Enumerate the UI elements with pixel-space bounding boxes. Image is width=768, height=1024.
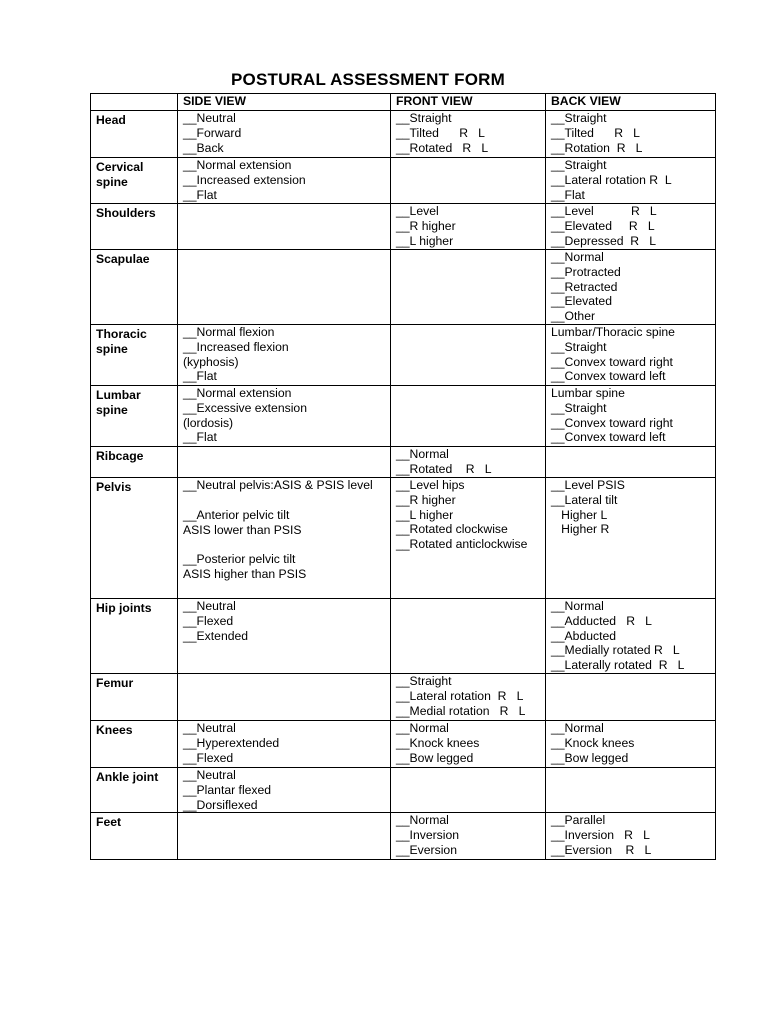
option-line: __Neutral pelvis:ASIS & PSIS level	[183, 478, 373, 492]
option-line: __Straight	[396, 111, 452, 125]
option-line: __Rotation R L	[551, 140, 643, 155]
option-line: __Medial rotation R L	[396, 703, 526, 718]
front-view-cell	[391, 478, 546, 599]
option-line: __Parallel	[551, 813, 606, 828]
form-title	[0, 70, 768, 90]
row-label: Feet	[91, 813, 178, 860]
front-view-cell	[391, 386, 546, 447]
option-line: __Adducted R L	[551, 613, 652, 628]
front-view-cell	[391, 111, 546, 158]
option-line: __Level hips	[396, 478, 465, 492]
side-view-cell	[178, 813, 391, 860]
option-line: __Normal extension	[183, 158, 292, 172]
option-line: __Elevated	[551, 294, 612, 309]
front-view-cell	[391, 721, 546, 768]
option-line: __Forward	[183, 125, 242, 140]
option-line: __Elevated R L	[551, 218, 655, 233]
option-line: __Straight	[551, 339, 607, 354]
side-view-cell	[178, 204, 391, 250]
option-line: Higher R	[551, 522, 610, 537]
front-view-cell	[391, 250, 546, 325]
option-line: __Neutral	[183, 111, 236, 125]
option-line: __Abducted	[551, 628, 617, 643]
option-line: __Rotated R L	[396, 461, 492, 476]
back-view-cell	[546, 111, 716, 158]
front-view-cell	[391, 674, 546, 721]
option-line: __Knock knees	[396, 735, 480, 750]
row-label: Scapulae	[91, 250, 178, 325]
option-line: __Neutral	[183, 768, 236, 782]
option-line: __Level	[396, 204, 439, 218]
header-blank	[91, 94, 178, 111]
side-view-cell	[178, 674, 391, 721]
row-label: Pelvis	[91, 478, 178, 599]
back-view-cell	[546, 158, 716, 204]
option-line: __Rotated clockwise	[396, 522, 508, 537]
option-line: __Normal	[551, 250, 604, 264]
option-line: Lumbar/Thoracic spine	[551, 325, 675, 339]
option-line: __Other	[551, 309, 596, 324]
option-line: __Laterally rotated R L	[551, 658, 685, 673]
header-side-view: SIDE VIEW	[178, 94, 391, 111]
option-line: __Tilted R L	[396, 125, 485, 140]
table-row	[91, 721, 716, 768]
option-line: Lumbar spine	[551, 386, 625, 400]
row-label: Hip joints	[91, 599, 178, 674]
option-line: __Convex toward right	[551, 415, 673, 430]
option-line: __Hyperextended	[183, 735, 280, 750]
option-line: __Plantar flexed	[183, 782, 272, 797]
side-view-cell	[178, 325, 391, 386]
table-body	[91, 111, 716, 860]
option-line: __Convex toward right	[551, 354, 673, 369]
option-line: __Depressed R L	[551, 233, 657, 248]
assessment-table	[90, 93, 716, 860]
form-title-text: POSTURAL ASSESSMENT FORM	[231, 70, 505, 89]
option-line: __Convex toward left	[551, 369, 666, 384]
option-line: __Eversion R L	[551, 842, 652, 857]
row-label: Head	[91, 111, 178, 158]
option-line: __Normal extension	[183, 386, 292, 400]
table-row	[91, 447, 716, 478]
header-back-view: BACK VIEW	[546, 94, 716, 111]
row-label: Knees	[91, 721, 178, 768]
option-line	[183, 493, 387, 508]
back-view-cell	[546, 325, 716, 386]
option-line: __Back	[183, 140, 224, 155]
table-row	[91, 158, 716, 204]
table-row	[91, 386, 716, 447]
option-line: __Normal flexion	[183, 325, 275, 339]
option-line: __R higher	[396, 218, 456, 233]
row-label: Cervical spine	[91, 158, 178, 204]
table-row	[91, 478, 716, 599]
table-row	[91, 250, 716, 325]
option-line: __Increased extension	[183, 172, 306, 187]
table-row	[91, 599, 716, 674]
option-line: __Retracted	[551, 279, 618, 294]
option-line: __Rotated anticlockwise	[396, 537, 528, 552]
back-view-cell	[546, 204, 716, 250]
option-line: __Straight	[551, 400, 607, 415]
option-line	[183, 537, 387, 552]
row-label: Thoracic spine	[91, 325, 178, 386]
row-label: Shoulders	[91, 204, 178, 250]
option-line: __L higher	[396, 507, 454, 522]
back-view-cell	[546, 721, 716, 768]
table-row	[91, 768, 716, 813]
table-row	[91, 674, 716, 721]
side-view-cell	[178, 768, 391, 813]
option-line: __Excessive extension	[183, 400, 307, 415]
option-line: __R higher	[396, 492, 456, 507]
option-line: __Level PSIS	[551, 478, 625, 492]
side-view-cell	[178, 111, 391, 158]
side-view-cell	[178, 478, 391, 599]
option-line: __Flat	[183, 430, 217, 445]
option-line: __Eversion	[396, 842, 457, 857]
option-line: __Anterior pelvic tilt	[183, 507, 290, 522]
option-line: __Bow legged	[551, 750, 629, 765]
header-front-view: FRONT VIEW	[391, 94, 546, 111]
option-line: __L higher	[396, 233, 454, 248]
option-line: __Dorsiflexed	[183, 797, 258, 812]
option-line: __Level R L	[551, 204, 657, 218]
side-view-cell	[178, 599, 391, 674]
table-row	[91, 204, 716, 250]
option-line: __Flexed	[183, 613, 234, 628]
row-label: Lumbar spine	[91, 386, 178, 447]
option-line: __Inversion	[396, 828, 460, 843]
table-row	[91, 813, 716, 860]
table-row	[91, 325, 716, 386]
option-line: ASIS higher than PSIS	[183, 567, 307, 582]
side-view-cell	[178, 721, 391, 768]
option-line: __Lateral tilt	[551, 492, 618, 507]
side-view-cell	[178, 250, 391, 325]
option-line: __Normal	[551, 599, 604, 613]
table-row	[91, 111, 716, 158]
option-line: __Normal	[551, 721, 604, 735]
option-line: __Posterior pelvic tilt	[183, 552, 296, 567]
side-view-cell	[178, 158, 391, 204]
option-line: __Knock knees	[551, 735, 635, 750]
option-line: __Straight	[396, 674, 452, 688]
header-row	[91, 94, 716, 111]
option-line: __Inversion R L	[551, 828, 650, 843]
front-view-cell	[391, 768, 546, 813]
row-label: Femur	[91, 674, 178, 721]
back-view-cell	[546, 813, 716, 860]
option-line: __Neutral	[183, 721, 236, 735]
option-line: Higher L	[551, 507, 608, 522]
option-line: __Protracted	[551, 264, 621, 279]
option-line: (kyphosis)	[183, 354, 239, 369]
option-line: __Straight	[551, 111, 607, 125]
front-view-cell	[391, 447, 546, 478]
side-view-cell	[178, 386, 391, 447]
option-line: ASIS lower than PSIS	[183, 522, 302, 537]
option-line: __Extended	[183, 628, 249, 643]
front-view-cell	[391, 813, 546, 860]
option-line: __Flat	[551, 187, 585, 202]
back-view-cell	[546, 768, 716, 813]
back-view-cell	[546, 250, 716, 325]
option-line: __Neutral	[183, 599, 236, 613]
option-line: (lordosis)	[183, 415, 234, 430]
option-line: __Medially rotated R L	[551, 643, 680, 658]
option-line	[183, 582, 387, 597]
option-line: __Tilted R L	[551, 125, 640, 140]
front-view-cell	[391, 325, 546, 386]
option-line: __Straight	[551, 158, 607, 172]
back-view-cell	[546, 447, 716, 478]
option-line: __Normal	[396, 447, 449, 461]
option-line: __Flexed	[183, 750, 234, 765]
option-line: __Bow legged	[396, 750, 474, 765]
back-view-cell	[546, 386, 716, 447]
back-view-cell	[546, 478, 716, 599]
back-view-cell	[546, 599, 716, 674]
option-line: __Flat	[183, 369, 217, 384]
row-label: Ribcage	[91, 447, 178, 478]
front-view-cell	[391, 204, 546, 250]
front-view-cell	[391, 158, 546, 204]
side-view-cell	[178, 447, 391, 478]
front-view-cell	[391, 599, 546, 674]
option-line: __Increased flexion	[183, 339, 289, 354]
option-line: __Convex toward left	[551, 430, 666, 445]
option-line: __Normal	[396, 813, 449, 828]
option-line: __Lateral rotation R L	[396, 688, 524, 703]
option-line: __Normal	[396, 721, 449, 735]
row-label: Ankle joint	[91, 768, 178, 813]
option-line: __Lateral rotation R L	[551, 172, 672, 187]
option-line: __Rotated R L	[396, 140, 489, 155]
option-line: __Flat	[183, 187, 217, 202]
back-view-cell	[546, 674, 716, 721]
